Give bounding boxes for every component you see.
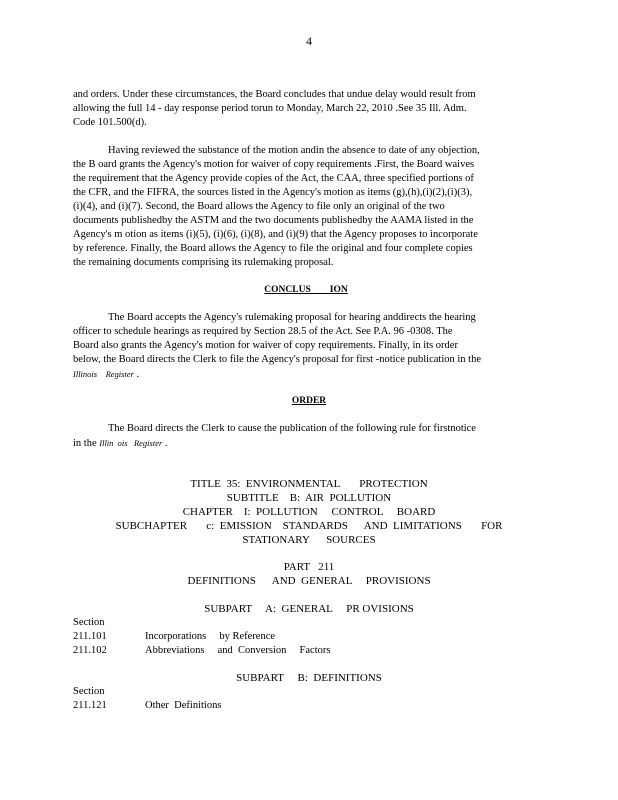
title-line: TITLE 35: ENVIRONMENTAL PROTECTION	[190, 478, 428, 490]
section-label: Section	[73, 617, 105, 628]
subpart-a-heading: SUBPART A: GENERAL PR OVISIONS	[204, 603, 414, 615]
section-number: 211.121	[73, 700, 107, 711]
text-line: Board also grants the Agency's motion for waiver of copy requirements. Finally, in its order	[73, 340, 458, 351]
page-number: 4	[306, 34, 312, 48]
text-line: the remaining documents comprising its rulemaking proposal.	[73, 257, 334, 268]
section-title: Incorporations by Reference	[145, 631, 276, 642]
text-line: and orders. Under these circumstances, the Board concludes that undue delay would result from	[73, 89, 476, 100]
conclusion-heading: CONCLUS ION	[264, 285, 348, 295]
text-line: (i)(4), and (i)(7). Second, the Board allows the Agency to file only an original of the two	[73, 201, 445, 212]
paragraph-undue-delay	[73, 88, 533, 130]
title-line: SUBCHAPTER c: EMISSION STANDARDS AND LIMITATIONS FOR	[115, 520, 503, 532]
text-line: Agency's m otion as items (i)(5), (i)(6), (i)(8), and (i)(9) that the Agency proposes to incorporate	[73, 229, 478, 240]
section-number: 211.102	[73, 645, 107, 656]
part-line: PART 211	[283, 561, 335, 573]
text-line: officer to schedule hearings as required by Section 28.5 of the Act. See P.A. 96 -0308. The	[73, 326, 453, 337]
title-line: CHAPTER I: POLLUTION CONTROL BOARD	[182, 506, 436, 518]
text-line: The Board directs the Clerk to cause the publication of the following rule for firstnotice	[108, 423, 476, 434]
text-line: by reference. Finally, the Board allows the Agency to file the original and four complete copies	[73, 243, 473, 254]
text-line: allowing the full 14 - day response period torun to Monday, March 22, 2010 .See 35 Ill. Adm.	[73, 103, 467, 114]
text-line: Code 101.500(d).	[73, 117, 147, 128]
section-number: 211.101	[73, 631, 107, 642]
text-line: The Board accepts the Agency's rulemaking proposal for hearing anddirects the hearing	[108, 312, 476, 323]
part-line: DEFINITIONS AND GENERAL PROVISIONS	[187, 575, 431, 587]
subpart-b-heading: SUBPART B: DEFINITIONS	[236, 672, 382, 684]
section-title: Other Definitions	[145, 700, 222, 711]
text-line: below, the Board directs the Clerk to file the Agency's proposal for first -notice publication in the	[73, 354, 481, 365]
text-line: documents publishedby the ASTM and the two documents publishedby the AAMA listed in the	[73, 215, 474, 226]
text-line: the B oard grants the Agency's motion for waiver of copy requirements .First, the Board waives	[73, 159, 475, 170]
text-line: Having reviewed the substance of the motion andin the absence to date of any objection,	[108, 145, 480, 156]
part-block	[0, 560, 618, 588]
paragraph-order	[73, 422, 533, 451]
paragraph-waiver-copy-requirements	[73, 144, 533, 270]
title-line: STATIONARY SOURCES	[242, 534, 376, 546]
section-title: Abbreviations and Conversion Factors	[145, 645, 331, 656]
register-italic: Illin ois Register	[99, 438, 163, 448]
text-line: in the Illin ois Register .	[73, 438, 168, 449]
paragraph-conclusion	[73, 311, 533, 382]
order-heading: ORDER	[291, 396, 327, 406]
text-line: the CFR, and the FIFRA, the sources listed in the Agency's motion as items (g),(h),(i)(2),(i)(3),	[73, 187, 473, 198]
text-line: Illinois Register .	[73, 369, 140, 380]
section-label: Section	[73, 686, 105, 697]
title-block	[0, 477, 618, 547]
title-line: SUBTITLE B: AIR POLLUTION	[226, 492, 392, 504]
register-italic: Illinois Register	[73, 369, 134, 379]
text-line: the requirement that the Agency provide copies of the Act, the CAA, three specified portions of	[73, 173, 474, 184]
